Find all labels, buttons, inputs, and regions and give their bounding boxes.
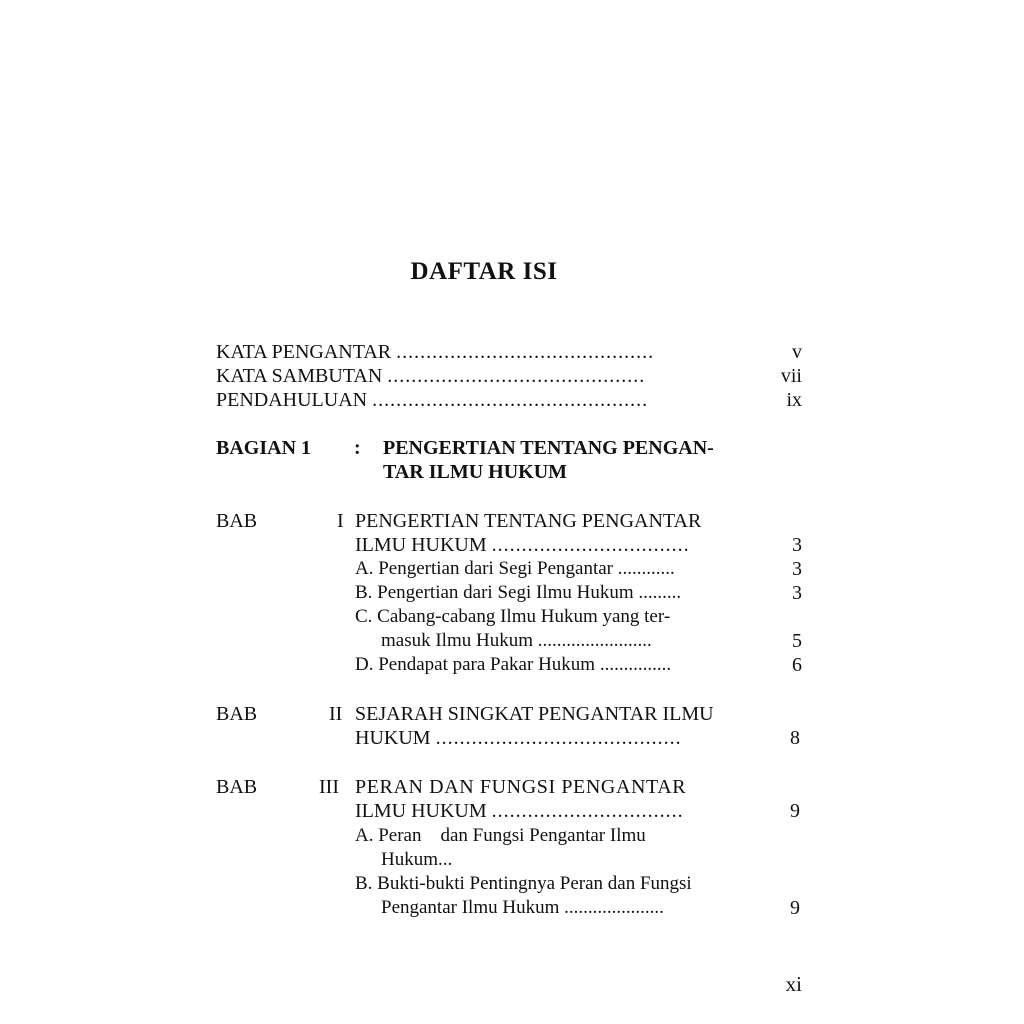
page-number: v [792, 341, 802, 363]
toc-entry-pendahuluan [216, 388, 648, 412]
page-folio: xi [785, 972, 802, 996]
page-number: 9 [790, 800, 800, 822]
section-entry-line1: B. Bukti-bukti Pentingnya Peran dan Fungsi [355, 873, 692, 894]
section-entry-line2: Hukum... [381, 849, 453, 870]
chapter-title-text: HUKUM [355, 727, 431, 749]
section-entry-line1: A. Peran dan Fungsi Pengantar Ilmu [355, 825, 646, 846]
part-title-line2: TAR ILMU HUKUM [383, 461, 568, 483]
chapter-title-line1: PERAN DAN FUNGSI PENGANTAR [355, 776, 687, 798]
page-number: 3 [792, 558, 802, 580]
part-title-line1: PENGERTIAN TENTANG PENGAN- [383, 437, 714, 459]
dot-leader: ............... [599, 654, 672, 675]
page-title: DAFTAR ISI [410, 258, 558, 285]
entry-label: KATA SAMBUTAN [216, 365, 383, 387]
chapter-numeral: III [319, 776, 339, 798]
page-number: 5 [792, 630, 802, 652]
toc-entry-kata-sambutan [216, 364, 645, 388]
chapter-title-text: ILMU HUKUM [355, 534, 487, 556]
chapter-title-line2 [355, 799, 684, 823]
chapter-title-line2 [355, 726, 682, 750]
chapter-numeral: I [337, 510, 344, 532]
page-number: 3 [792, 582, 802, 604]
chapter-title-line2 [355, 533, 690, 557]
dot-leader: ........................ [537, 630, 652, 651]
dot-leader: ......... [638, 582, 682, 603]
section-entry [355, 653, 671, 677]
page-number: vii [780, 365, 802, 387]
chapter-title-line1: SEJARAH SINGKAT PENGANTAR ILMU [355, 703, 714, 725]
section-entry-line2 [381, 629, 652, 653]
chapter-numeral: II [329, 703, 343, 725]
page-number: 6 [792, 654, 802, 676]
page-number: 3 [792, 534, 802, 556]
chapter-title-line1: PENGERTIAN TENTANG PENGANTAR [355, 510, 702, 532]
chapter-bab-label: BAB [216, 776, 258, 798]
chapter-bab-label: BAB [216, 510, 258, 532]
dot-leader: ................................. [491, 534, 690, 556]
section-entry [355, 581, 681, 605]
section-text: masuk Ilmu Hukum [381, 630, 533, 651]
toc-entry-kata-pengantar [216, 340, 654, 364]
chapter-bab-label: BAB [216, 703, 258, 725]
part-colon: : [354, 437, 361, 459]
section-text: D. Pendapat para Pakar Hukum [355, 654, 596, 675]
chapter-title-text: ILMU HUKUM [355, 800, 487, 822]
entry-label: PENDAHULUAN [216, 389, 368, 411]
section-entry-line2 [381, 896, 664, 920]
dot-leader: ........................................... [396, 341, 655, 363]
dot-leader: ..................... [564, 897, 664, 918]
dot-leader: .............................................. [372, 389, 649, 411]
dot-leader: ......................................... [435, 727, 682, 749]
dot-leader: ............ [617, 558, 675, 579]
part-label: BAGIAN 1 [216, 437, 312, 459]
page-number: 9 [790, 897, 800, 919]
dot-leader: ........................................... [387, 365, 646, 387]
page-number: ix [786, 389, 802, 411]
section-entry-line1: C. Cabang-cabang Ilmu Hukum yang ter- [355, 606, 671, 627]
page-number: 8 [790, 727, 800, 749]
section-entry [355, 557, 675, 581]
section-text: B. Pengertian dari Segi Ilmu Hukum [355, 582, 634, 603]
dot-leader: ................................ [491, 800, 684, 822]
section-text: Pengantar Ilmu Hukum [381, 897, 560, 918]
entry-label: KATA PENGANTAR [216, 341, 392, 363]
section-text: A. Pengertian dari Segi Pengantar [355, 558, 614, 579]
